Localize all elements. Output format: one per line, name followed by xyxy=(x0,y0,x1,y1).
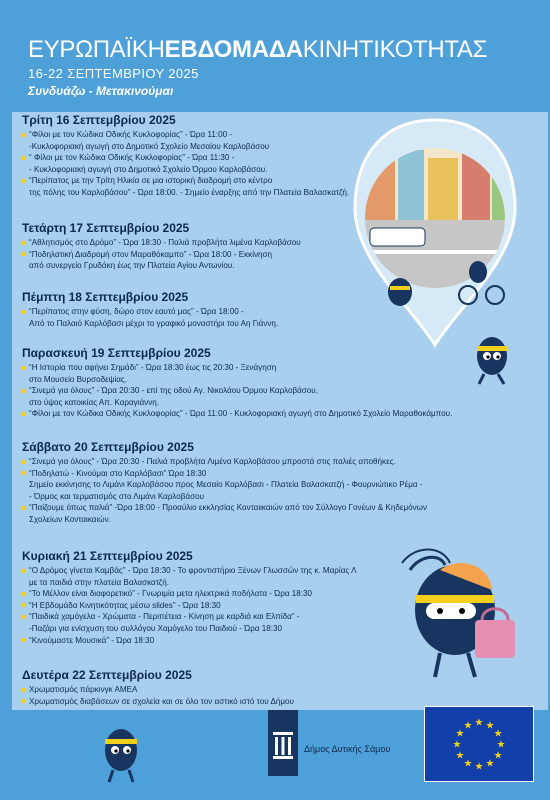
event-item: “Η Εβδομάδα Κινητικότητας μέσω slides” - Ώρα 18:30 xyxy=(22,600,357,612)
running-mascot-icon xyxy=(470,330,516,386)
eu-star-icon: ★ xyxy=(474,717,484,729)
day-block-friday xyxy=(22,346,452,420)
event-item: “Η Ιστορία που αφήνει Σημάδι” - Ώρα 18:30 έως τις 20:30 - Ξενάγηση στο Μουσείο Βυρσοδεψίας. xyxy=(22,362,452,385)
event-item: “Παιδικά χαμόγελα - Χρώματα - Περιπέτεια - Κίνηση με καρδιά και Ελπίδα” - -Παζάρι για ενίσχυση του συλλόγου Χαμόγελο του Παιδιού - Ώρα 18:30 xyxy=(22,611,357,634)
event-item: “Ποδηλατώ - Κινούμαι στο Καρλόβασι” Ώρα 18:30 Σημείο εκκίνησης το Λιμάνι Καρλοβάσου προς Μεσαίο Καρλόβασι - Πλατεία Βαλασκατζή - Φουρνιώτικο Ρέμα - - Όρμος και τερματισμός στο Λιμάνι Καρλοβάσου xyxy=(22,468,427,503)
day-title: Σάββατο 20 Σεπτεμβρίου 2025 xyxy=(22,440,194,454)
day-block-monday xyxy=(22,668,294,707)
eu-star-icon: ★ xyxy=(496,739,506,751)
day-block-tuesday xyxy=(22,113,349,199)
event-item: “Ποδηλατική Διαδρομή στον Μαραθόκαμπο” - Ώρα 18:00 - Εκκίνηση από συνεργείο Γρυδάκη έως την Πλατεία Αγίου Αντωνίου. xyxy=(22,249,301,272)
day-title: Παρασκευή 19 Σεπτεμβρίου 2025 xyxy=(22,346,211,360)
location-pin-illustration xyxy=(350,100,525,350)
day-block-wednesday xyxy=(22,221,301,272)
mascot-with-bag-icon xyxy=(380,545,520,685)
eu-stars-icon xyxy=(425,707,533,781)
day-title: Πέμπτη 18 Σεπτεμβρίου 2025 xyxy=(22,290,189,304)
event-item: “Το Μέλλον είναι διαφορετικό” - Γνωριμία μετα ηλεκτρικά ποδήλατα - Ώρα 18:30 xyxy=(22,588,357,600)
event-item: “Περίπατος με την Τρίτη Ηλικία σε μια ιστορική διαδρομή στο κέντρο της πόλης του Καρλοβάσου” - Ώρα 18:00. - Σημείο έναρξης από την Πλατεία Βαλασκατζή. xyxy=(22,175,349,198)
event-item: “Αθλητισμός στο Δρόμο” - Ώρα 18:30 - Παλιά προβλήτα λιμένα Καρλοβάσου xyxy=(22,237,301,249)
walking-mascot-icon xyxy=(98,722,144,784)
day-block-saturday xyxy=(22,440,427,526)
municipality-name: Δήμος Δυτικής Σάμου xyxy=(304,744,391,754)
day-title: Κυριακή 21 Σεπτεμβρίου 2025 xyxy=(22,549,193,563)
day-title: Τετάρτη 17 Σεπτεμβρίου 2025 xyxy=(22,221,190,235)
event-dates: 16-22 ΣΕΠΤΕΜΒΡΙΟΥ 2025 xyxy=(28,66,199,81)
eu-star-icon: ★ xyxy=(485,720,495,732)
eu-star-icon: ★ xyxy=(474,761,484,773)
municipality-logo xyxy=(268,710,298,776)
day-block-sunday xyxy=(22,549,357,646)
event-item: Χρωματισμός πάρκινγκ ΑΜΕΑ xyxy=(22,684,294,696)
eu-star-icon: ★ xyxy=(463,758,473,770)
event-item: “Σινεμά για όλους” - Ώρα 20:30 - επί της οδού Αγ. Νικολάου Όρμου Καρλοβάσου, στο ύψος κατοικίας Απ. Καραγιάννη. xyxy=(22,385,452,408)
eu-star-icon: ★ xyxy=(455,750,465,762)
eu-star-icon: ★ xyxy=(485,758,495,770)
eu-star-icon: ★ xyxy=(452,739,462,751)
event-item: “Περίπατος στην φύση, δώρο στον εαυτό μας” - Ώρα 18:00 - Από το Παλαιό Καρλόβασι μέχρι το γραφικό μοναστήρι του Αη Γιάννη. xyxy=(22,306,278,329)
eu-star-icon: ★ xyxy=(493,750,503,762)
event-slogan: Συνδυάζω - Μετακινούμαι xyxy=(28,84,174,98)
event-title: ΕΥΡΩΠΑΪΚΗΕΒΔΟΜΑΔΑΚΙΝΗΤΙΚΟΤΗΤΑΣ xyxy=(28,36,488,63)
event-item: “Παίζουμε όπως παλιά” -Ώρα 18:00 - Προαύλιο εκκλησίας Κονταιικαιών από τον Σύλλογο Γονέων & Κηδεμόνων Σχολείων Κονταικαιών. xyxy=(22,502,427,525)
eu-star-icon: ★ xyxy=(463,720,473,732)
day-title: Δευτέρα 22 Σεπτεμβρίου 2025 xyxy=(22,668,192,682)
event-item: “Φίλοι με τον Κώδικα Οδικής Κυκλοφορίας” - Ώρα 11:00 - Κυκλοφοριακή αγωγή στο Δημοτικό Σχολείο Μαραθοκάμπου. xyxy=(22,408,452,420)
day-block-thursday xyxy=(22,290,278,329)
event-item: “Κινούμαστε Μουσικά” - Ώρα 18:30 xyxy=(22,635,357,647)
event-item: “ Φίλοι με τον Κώδικα Οδικής Κυκλοφορίας” - Ώρα 11:30 - - Κυκλοφοριακή αγωγή στο Δημοτικό Σχολείο Όρμου Καρλοβάσου. xyxy=(22,152,349,175)
header xyxy=(0,0,550,100)
event-item: “Φίλοι με τον Κώδικα Οδικής Κυκλοφορίας” - Ώρα 11:00 - -Κυκλοφοριακή αγωγή στο Δημοτικό Σχολείο Μεσαίου Καρλοβάσου xyxy=(22,129,349,152)
eu-flag xyxy=(424,706,534,782)
event-item: Χρωματισμός διαβάσεων σε σχολεία και σε όλο τον αστικό ιστό του Δήμου xyxy=(22,696,294,708)
eu-star-icon: ★ xyxy=(455,728,465,740)
day-title: Τρίτη 16 Σεπτεμβρίου 2025 xyxy=(22,113,176,127)
eu-star-icon: ★ xyxy=(493,728,503,740)
event-item: “Σινεμά για όλους” - Ώρα 20:30 - Παλιά προβλήτα Λιμένα Καρλοβάσου μπροστά στις παλιές αποθήκες. xyxy=(22,456,427,468)
temple-columns-icon xyxy=(268,710,298,776)
event-item: “Ο Δρόμος γίνεται Καμβάς” - Ώρα 18:30 - Το φροντιστήριο Ξένων Γλωσσών της κ. Μαρίας Λ με τα παιδιά στην πλατεία Βαλασκατζή. xyxy=(22,565,357,588)
